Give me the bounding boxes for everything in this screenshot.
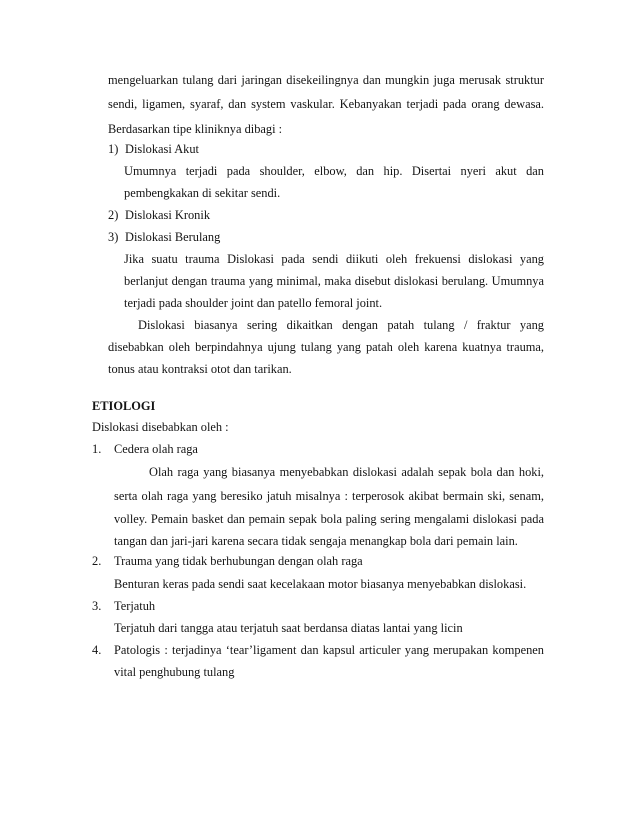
etiologi-item-3-line-1: Terjatuh dari tangga atau terjatuh saat berdansa diatas lantai yang licin <box>114 621 463 635</box>
closing-line-1: Dislokasi biasanya sering dikaitkan dengan patah tulang / fraktur yang <box>138 318 544 332</box>
type-3-desc-line-3: terjadi pada shoulder joint dan patello femoral joint. <box>124 296 383 310</box>
type-3-desc-line-2: berlanjut dengan trauma yang minimal, maka disebut dislokasi berulang. Umumnya <box>124 274 544 288</box>
etiologi-intro: Dislokasi disebabkan oleh : <box>92 420 229 434</box>
type-1-desc-line-2: pembengkakan di sekitar sendi. <box>124 186 281 200</box>
etiologi-item-1-title: Cedera olah raga <box>114 442 198 456</box>
etiologi-item-1-line-3: volley. Pemain basket dan pemain sepak bola paling sering mengalami dislokasi pada <box>114 512 544 526</box>
etiologi-item-1-number: 1. <box>92 442 102 456</box>
etiologi-item-1-line-2: serta olah raga yang beresiko jatuh misalnya : terperosok akibat bermain ski, senam, <box>114 489 544 503</box>
etiologi-item-1-line-4: tangan dan jari-jari karena secara tidak sengaja menangkap bola dari pemain lain. <box>114 534 518 548</box>
intro-line-3: Berdasarkan tipe kliniknya dibagi : <box>108 122 283 136</box>
type-1-title: Dislokasi Akut <box>125 142 200 156</box>
type-1-number: 1) <box>108 142 119 156</box>
etiologi-heading: ETIOLOGI <box>92 399 156 413</box>
etiologi-item-4-line-1: vital penghubung tulang <box>114 665 235 679</box>
etiologi-item-2-line-1: Benturan keras pada sendi saat kecelakaan motor biasanya menyebabkan dislokasi. <box>114 577 527 591</box>
type-2-title: Dislokasi Kronik <box>125 208 211 222</box>
type-1-desc-line-1: Umumnya terjadi pada shoulder, elbow, dan hip. Disertai nyeri akut dan <box>124 164 544 178</box>
type-3-desc-line-1: Jika suatu trauma Dislokasi pada sendi diikuti oleh frekuensi dislokasi yang <box>124 252 544 266</box>
etiologi-item-3-title: Terjatuh <box>114 599 156 613</box>
etiologi-item-4-number: 4. <box>92 643 102 657</box>
etiologi-item-3-number: 3. <box>92 599 102 613</box>
intro-line-1: mengeluarkan tulang dari jaringan disekeilingnya dan mungkin juga merusak struktur <box>108 73 544 87</box>
etiologi-item-1-line-1: Olah raga yang biasanya menyebabkan dislokasi adalah sepak bola dan hoki, <box>149 465 544 479</box>
type-2-number: 2) <box>108 208 119 222</box>
intro-line-2: sendi, ligamen, syaraf, dan system vaskular. Kebanyakan terjadi pada orang dewasa. <box>108 97 544 111</box>
type-3-title: Dislokasi Berulang <box>125 230 221 244</box>
etiologi-item-4-title: Patologis : terjadinya ‘tear’ligament dan kapsul articuler yang merupakan kompenen <box>114 643 544 657</box>
type-3-number: 3) <box>108 230 119 244</box>
closing-line-2: disebabkan oleh berpindahnya ujung tulang yang patah oleh karena kuatnya trauma, <box>108 340 544 354</box>
closing-line-3: tonus atau kontraksi otot dan tarikan. <box>108 362 292 376</box>
etiologi-item-2-title: Trauma yang tidak berhubungan dengan olah raga <box>114 554 363 568</box>
etiologi-item-2-number: 2. <box>92 554 102 568</box>
